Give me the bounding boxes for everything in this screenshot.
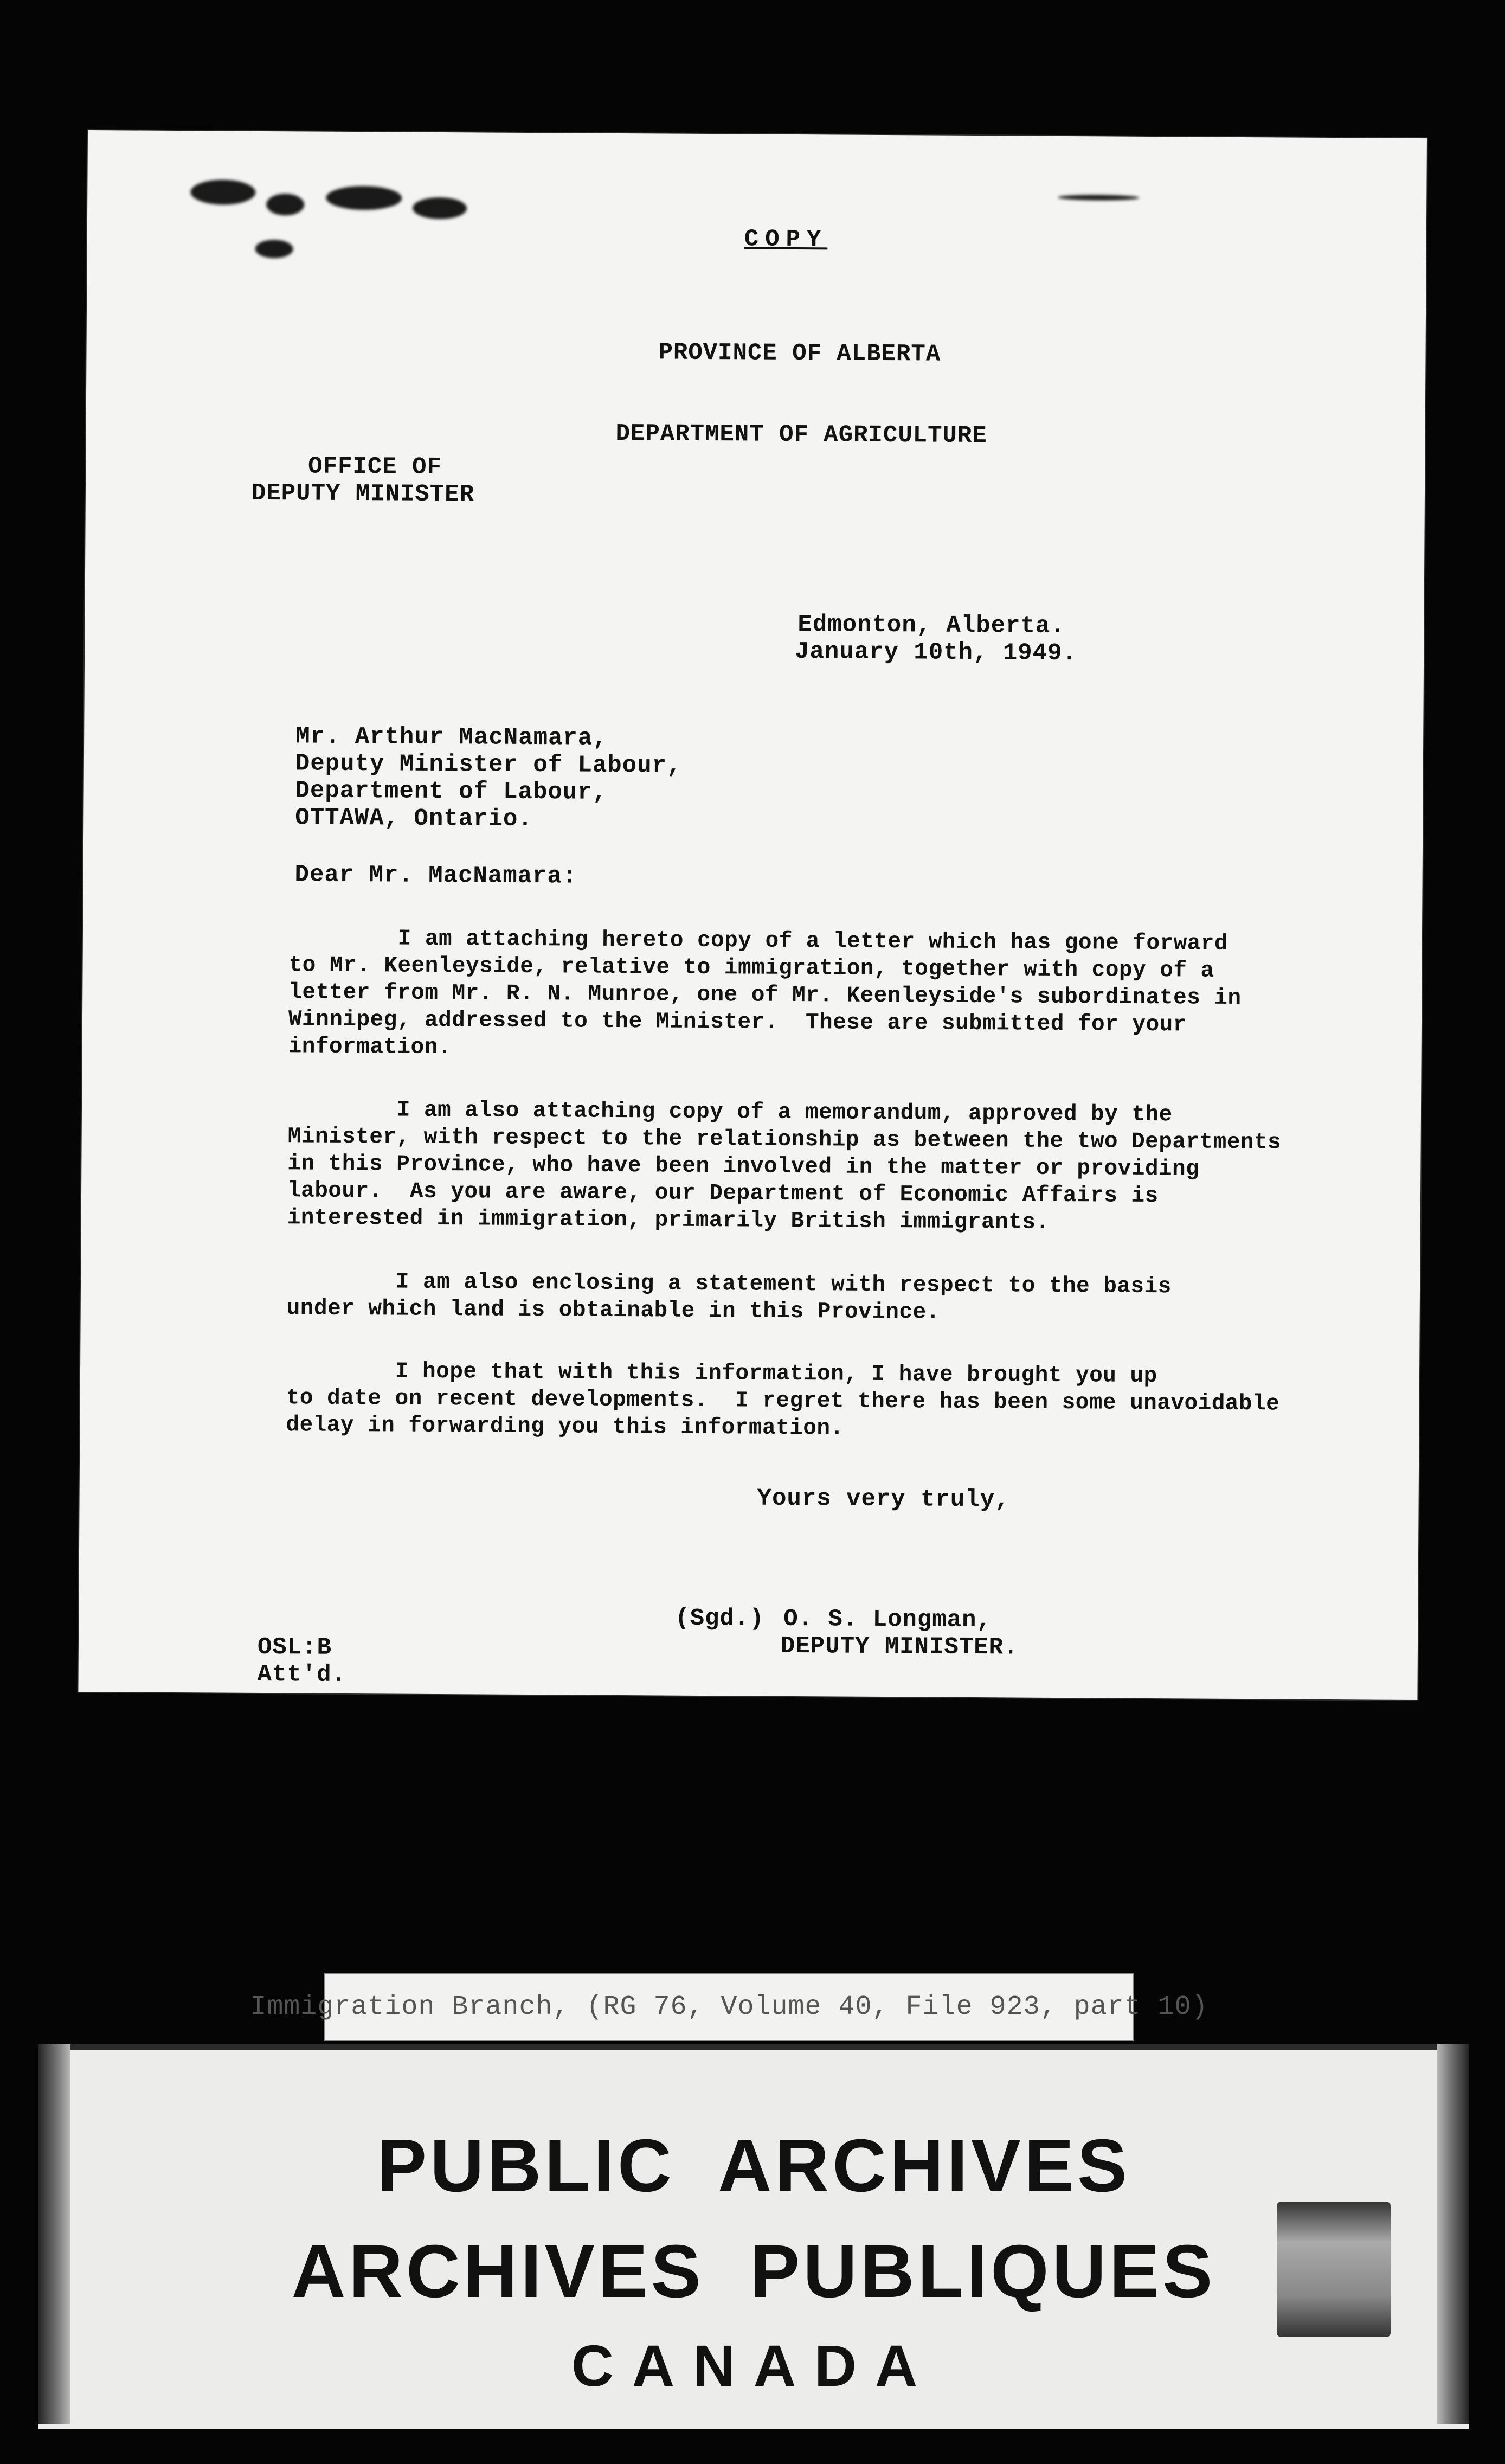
ink-smudge: [413, 197, 467, 220]
office-line-1: OFFICE OF: [308, 453, 442, 481]
letter-sheet: [78, 130, 1427, 1700]
copy-heading: COPY: [744, 226, 828, 254]
body-line: Minister, with respect to the relationship as between the two Departments: [287, 1124, 1282, 1156]
body-line: I hope that with this information, I have brought you up: [286, 1358, 1157, 1389]
body-line: letter from Mr. R. N. Munroe, one of Mr. Keenleyside's subordinates in: [288, 980, 1242, 1011]
body-line: information.: [288, 1034, 452, 1061]
body-line: interested in immigration, primarily British immigrants.: [287, 1205, 1050, 1235]
ink-smudge: [326, 186, 402, 210]
ink-smudge: [1058, 195, 1139, 201]
letter-date: January 10th, 1949.: [794, 638, 1077, 668]
body-line: in this Province, who have been involved in the matter or providing: [287, 1151, 1200, 1182]
reference-initials: OSL:B: [257, 1633, 332, 1661]
body-line: Winnipeg, addressed to the Minister. These are submitted for your: [288, 1007, 1187, 1038]
signer-name: O. S. Longman,: [783, 1605, 992, 1634]
ink-smudge: [255, 240, 293, 258]
province-heading: PROVINCE OF ALBERTA: [658, 339, 941, 368]
body-line: I am also attaching copy of a memorandum, approved by the: [287, 1097, 1173, 1128]
recipient-department: Department of Labour,: [295, 777, 608, 806]
body-line: under which land is obtainable in this Province.: [286, 1296, 940, 1325]
recipient-city: OTTAWA, Ontario.: [295, 804, 533, 833]
stamp-public-archives: PUBLIC ARCHIVES: [377, 2124, 1130, 2208]
office-line-2: DEPUTY MINISTER: [251, 479, 475, 509]
archive-reference-label: Immigration Branch, (RG 76, Volume 40, File 923, part 10): [325, 1974, 1133, 2040]
body-line: labour. As you are aware, our Department of Economic Affairs is: [287, 1178, 1159, 1209]
ink-smudge: [190, 179, 255, 205]
stamp-canada: CANADA: [571, 2333, 936, 2398]
signer-title: DEPUTY MINISTER.: [780, 1632, 1019, 1661]
recipient-name: Mr. Arthur MacNamara,: [295, 723, 608, 752]
ink-smudge: [266, 194, 304, 215]
body-line: I am attaching hereto copy of a letter which has gone forward: [288, 926, 1229, 957]
stamp-archives-publiques: ARCHIVES PUBLIQUES: [291, 2230, 1216, 2313]
body-line: I am also enclosing a statement with respect to the basis: [286, 1269, 1172, 1300]
body-line: delay in forwarding you this information.: [286, 1413, 844, 1441]
attachment-note: Att'd.: [257, 1660, 347, 1689]
letter-place: Edmonton, Alberta.: [797, 611, 1065, 640]
closing: Yours very truly,: [757, 1485, 1010, 1514]
signed-marker: (Sgd.): [675, 1605, 764, 1633]
recipient-title: Deputy Minister of Labour,: [295, 750, 682, 780]
body-line: to Mr. Keenleyside, relative to immigration, together with copy of a: [288, 953, 1214, 984]
salutation: Dear Mr. MacNamara:: [294, 861, 577, 890]
body-line: to date on recent developments. I regret there has been some unavoidable: [286, 1385, 1280, 1417]
department-heading: DEPARTMENT OF AGRICULTURE: [615, 420, 987, 450]
